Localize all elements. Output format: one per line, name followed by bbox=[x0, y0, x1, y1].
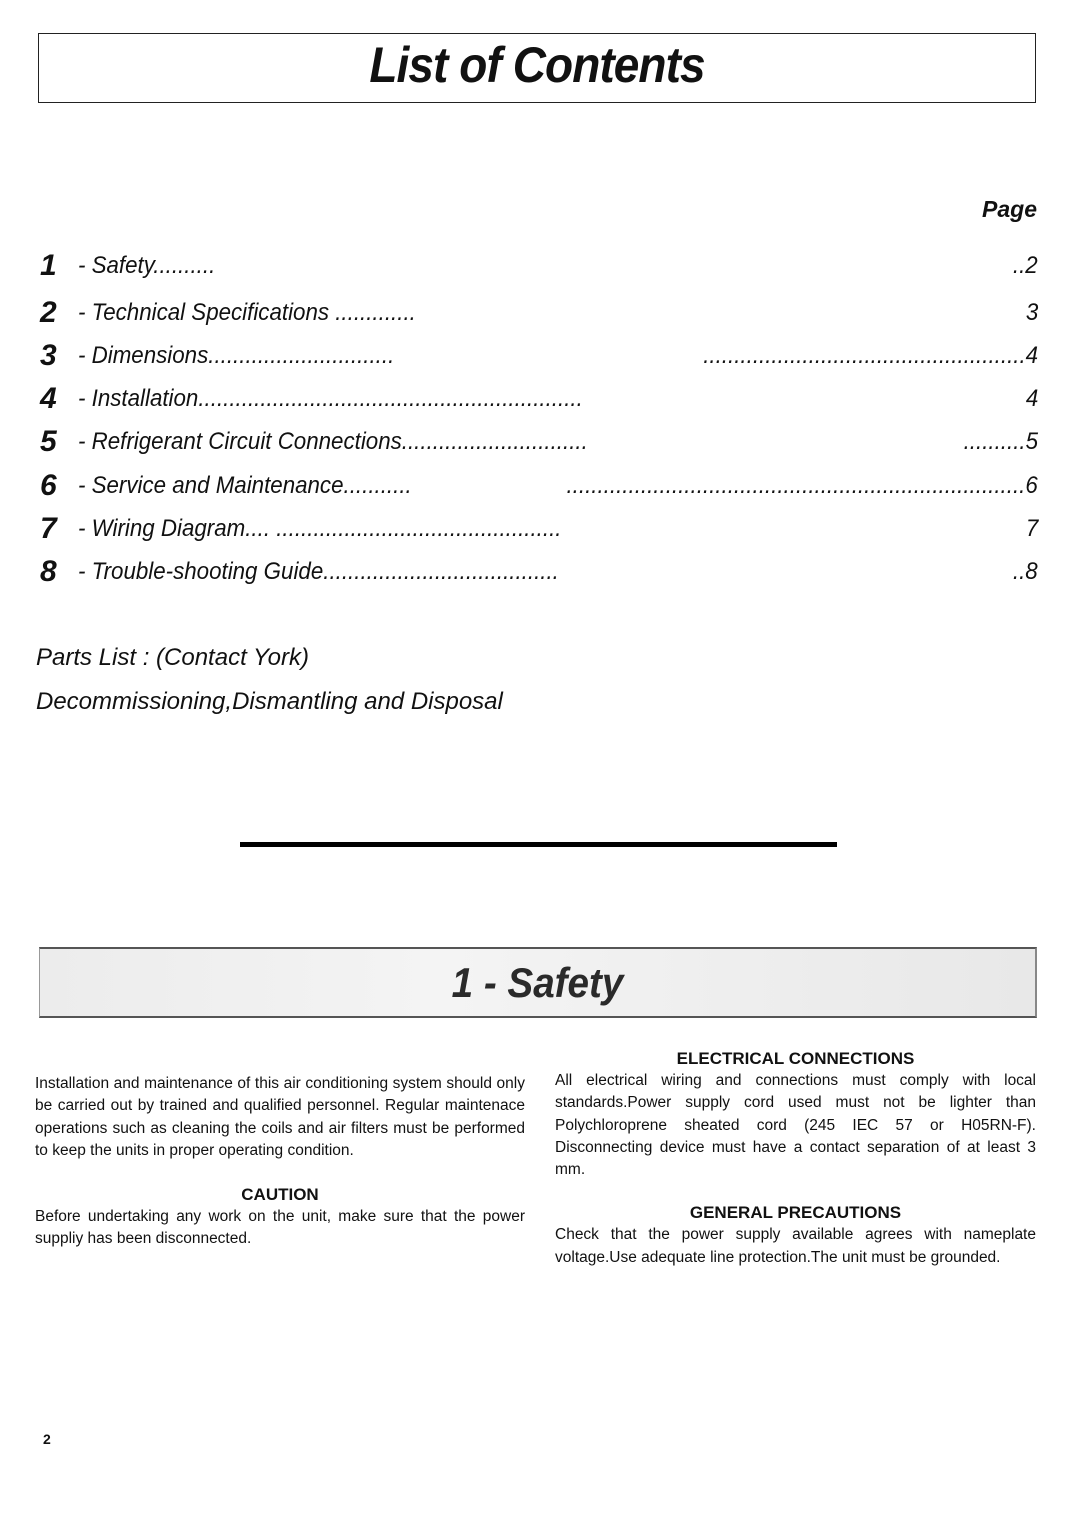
toc-item-title: - Service and Maintenance........... bbox=[78, 472, 412, 499]
electrical-connections-text: All electrical wiring and connections must comply with local standards.Power supply cord used must not be lighter than Polychloroprene sheated cord (245 IEC 57 or H05RN-F). Disconnecting device must have a contact separation of at least 3 mm. bbox=[555, 1072, 1036, 1179]
toc-item-number: 1 bbox=[40, 249, 57, 282]
toc-item-number: 2 bbox=[40, 296, 57, 329]
toc-item[interactable] bbox=[38, 466, 1038, 506]
toc-item-page: ..........................................................................6 bbox=[566, 472, 1038, 499]
caution-heading: CAUTION bbox=[241, 1185, 319, 1205]
section-banner bbox=[39, 947, 1037, 1018]
toc-item-number: 5 bbox=[40, 425, 57, 458]
parts-list-note: Parts List : (Contact York) bbox=[36, 644, 309, 671]
toc-item-number: 6 bbox=[40, 469, 57, 502]
toc-item-page: ..2 bbox=[1013, 252, 1038, 279]
general-precautions-heading: GENERAL PRECAUTIONS bbox=[689, 1203, 902, 1223]
toc-item-title: - Safety.......... bbox=[78, 252, 216, 279]
toc-page-column-label: Page bbox=[982, 196, 1037, 222]
toc-item-title: - Installation.............................................................. bbox=[78, 385, 583, 412]
toc-item[interactable] bbox=[38, 422, 1038, 462]
toc-item-number: 7 bbox=[40, 512, 57, 545]
general-precautions-text: Check that the power supply available agrees with nameplate voltage.Use adequate line protection.The unit must be grounded. bbox=[555, 1226, 1036, 1266]
safety-left-column bbox=[35, 1073, 525, 1251]
toc-item[interactable] bbox=[38, 246, 1038, 286]
toc-item[interactable] bbox=[38, 379, 1038, 419]
title-box bbox=[38, 33, 1036, 103]
toc-item-title: - Dimensions.............................. bbox=[78, 342, 395, 369]
toc-item-title: - Wiring Diagram.... .............................................. bbox=[78, 515, 562, 542]
section-title: 1 - Safety bbox=[451, 959, 624, 1006]
toc-item-page: 7 bbox=[1025, 515, 1038, 542]
safety-intro-text: Installation and maintenance of this air conditioning system should only be carried out by trained and qualified personnel. Regular maintenace operations such as cleaning the coils and air filters must be performed to keep the units in proper operating condition. bbox=[35, 1075, 525, 1159]
toc-item-page: 4 bbox=[1025, 385, 1038, 412]
toc-item-title: - Trouble-shooting Guide...................................... bbox=[78, 558, 559, 585]
toc-item-number: 8 bbox=[40, 555, 57, 588]
toc-item-title: - Technical Specifications ............. bbox=[78, 299, 416, 326]
decommissioning-note: Decommissioning,Dismantling and Disposal bbox=[36, 688, 503, 715]
safety-right-column bbox=[555, 1048, 1036, 1269]
electrical-connections-heading: ELECTRICAL CONNECTIONS bbox=[676, 1049, 915, 1068]
toc-item-page: ..8 bbox=[1013, 558, 1038, 585]
toc-item[interactable] bbox=[38, 509, 1038, 549]
toc-item[interactable] bbox=[38, 552, 1038, 592]
toc-item-number: 4 bbox=[40, 382, 57, 415]
toc-item-page: 3 bbox=[1025, 299, 1038, 326]
page-title: List of Contents bbox=[369, 37, 705, 93]
toc-item-page: ..........5 bbox=[963, 428, 1038, 455]
toc-item[interactable] bbox=[38, 293, 1038, 333]
page-number: 2 bbox=[43, 1431, 51, 1447]
toc-item-title: - Refrigerant Circuit Connections.............................. bbox=[78, 428, 588, 455]
section-divider bbox=[240, 842, 837, 847]
toc-item-number: 3 bbox=[40, 339, 57, 372]
caution-text: Before undertaking any work on the unit, make sure that the power suppliy has been disconnected. bbox=[35, 1208, 525, 1248]
toc-item-page: ....................................................4 bbox=[703, 342, 1038, 369]
toc-item[interactable] bbox=[38, 336, 1038, 376]
